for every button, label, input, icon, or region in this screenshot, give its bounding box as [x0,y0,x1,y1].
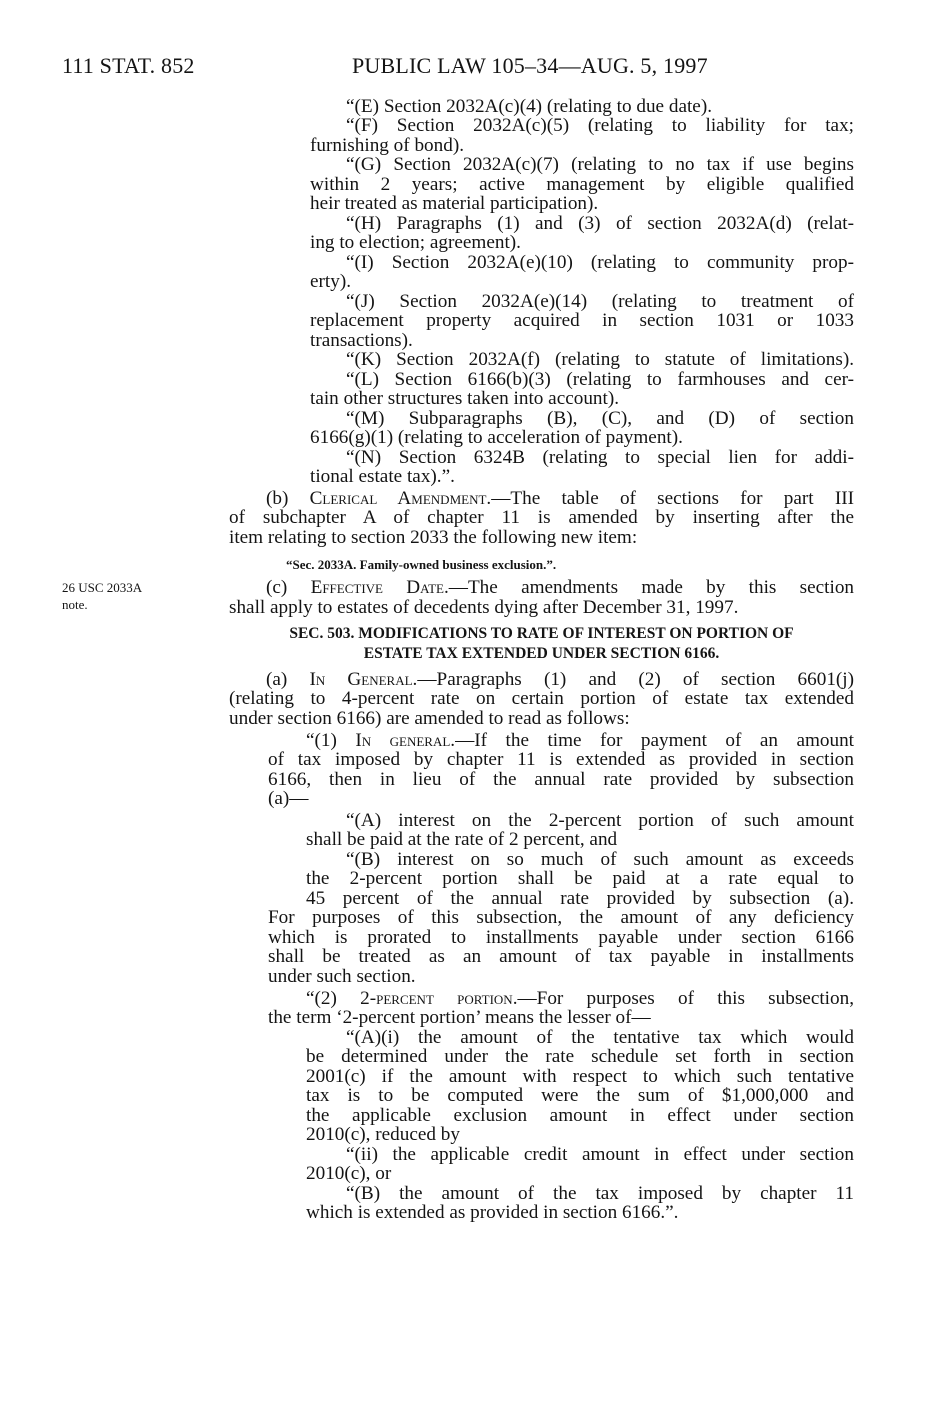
text-line: under such section. [268,966,416,987]
text-line: be determined under the rate schedule set forth in section [306,1046,854,1067]
text-line: the term ‘2-percent portion’ means the lesser of— [268,1007,651,1028]
paragraph-1-line: “(1) In general.—If the time for payment of an amount [306,730,855,751]
text-line: “(M) Subparagraphs (B), (C), and (D) of section [346,408,854,429]
margin-note-line1: 26 USC 2033A [62,580,143,595]
clerical-item: “Sec. 2033A. Family-owned business exclusion.”. [286,557,557,572]
text-line: “(I) Section 2032A(e)(10) (relating to community prop- [346,252,854,273]
text-line: “(N) Section 6324B (relating to special lien for addi- [346,447,854,468]
text-line: erty). [310,271,352,292]
running-head: PUBLIC LAW 105–34—AUG. 5, 1997 [352,53,708,78]
page-citation: 111 STAT. 852 [62,53,195,78]
text-line: “(J) Section 2032A(e)(14) (relating to treatment of [346,291,854,312]
clerical-amendment-line: (b) Clerical Amendment.—The table of sections for part III [266,488,854,509]
text-line: which is prorated to installments payable under section 6166 [268,927,854,948]
effective-date-line: (c) Effective Date.—The amendments made by this section [266,577,855,598]
text-line: 2010(c), or [306,1163,392,1184]
text-line: tain other structures taken into account). [310,388,620,409]
text-line: shall be treated as an amount of tax payable in installments [268,946,854,967]
text-line: the 2-percent portion shall be paid at a rate equal to [306,868,854,889]
section-heading-line2: ESTATE TAX EXTENDED UNDER SECTION 6166. [363,645,720,662]
text-line: “(ii) the applicable credit amount in effect under section [346,1144,854,1165]
text-line: (a)— [268,788,309,809]
section-heading-line1: SEC. 503. MODIFICATIONS TO RATE OF INTEREST ON PORTION OF [289,625,794,642]
text-line: furnishing of bond). [310,135,465,156]
text-line: item relating to section 2033 the following new item: [229,527,638,548]
text-line: the applicable exclusion amount in effect under section [306,1105,854,1126]
text-line: “(B) interest on so much of such amount as exceeds [346,849,854,870]
text-line: 6166, then in lieu of the annual rate provided by subsection [268,769,854,790]
text-line: tional estate tax).”. [310,466,455,487]
text-line: “(G) Section 2032A(c)(7) (relating to no tax if use begins [346,154,854,175]
text-line: “(L) Section 6166(b)(3) (relating to farmhouses and cer- [346,369,854,390]
text-line: (relating to 4-percent rate on certain portion of estate tax extended [229,688,854,709]
text-line: 45 percent of the annual rate provided by subsection (a). [306,888,854,909]
text-line: “(A)(i) the amount of the tentative tax which would [346,1027,854,1048]
text-line: within 2 years; active management by eligible qualified [310,174,854,195]
text-line: shall be paid at the rate of 2 percent, and [306,829,618,850]
text-line: 2010(c), reduced by [306,1124,460,1145]
margin-note-line2: note. [62,597,88,612]
text-line: “(A) interest on the 2-percent portion of such amount [346,810,854,831]
text-line: of subchapter A of chapter 11 is amended by inserting after the [229,507,854,528]
text-line: “(F) Section 2032A(c)(5) (relating to liability for tax; [346,115,854,136]
text-line: of tax imposed by chapter 11 is extended as provided in section [268,749,854,770]
text-line: tax is to be computed were the sum of $1,000,000 and [306,1085,854,1106]
text-line: ing to election; agreement). [310,232,521,253]
text-line: “(E) Section 2032A(c)(4) (relating to due date). [346,96,713,117]
text-line: 6166(g)(1) (relating to acceleration of payment). [310,427,683,448]
paragraph-2-line: “(2) 2-percent portion.—For purposes of this subsection, [306,988,854,1009]
text-line: “(K) Section 2032A(f) (relating to statute of limitations). [346,349,854,370]
text-line: shall apply to estates of decedents dying after December 31, 1997. [229,597,739,618]
in-general-line: (a) In General.—Paragraphs (1) and (2) of section 6601(j) [266,669,855,690]
text-line: 2001(c) if the amount with respect to which such tentative [306,1066,854,1087]
text-line: For purposes of this subsection, the amount of any deficiency [268,907,854,928]
margin-note [62,579,142,613]
text-line: transactions). [310,330,413,351]
text-line: under section 6166) are amended to read as follows: [229,708,630,729]
text-line: heir treated as material participation). [310,193,599,214]
text-line: replacement property acquired in section 1031 or 1033 [310,310,854,331]
text-line: which is extended as provided in section 6166.”. [306,1202,679,1223]
text-line: “(B) the amount of the tax imposed by chapter 11 [346,1183,854,1204]
text-line: “(H) Paragraphs (1) and (3) of section 2032A(d) (relat- [346,213,854,234]
